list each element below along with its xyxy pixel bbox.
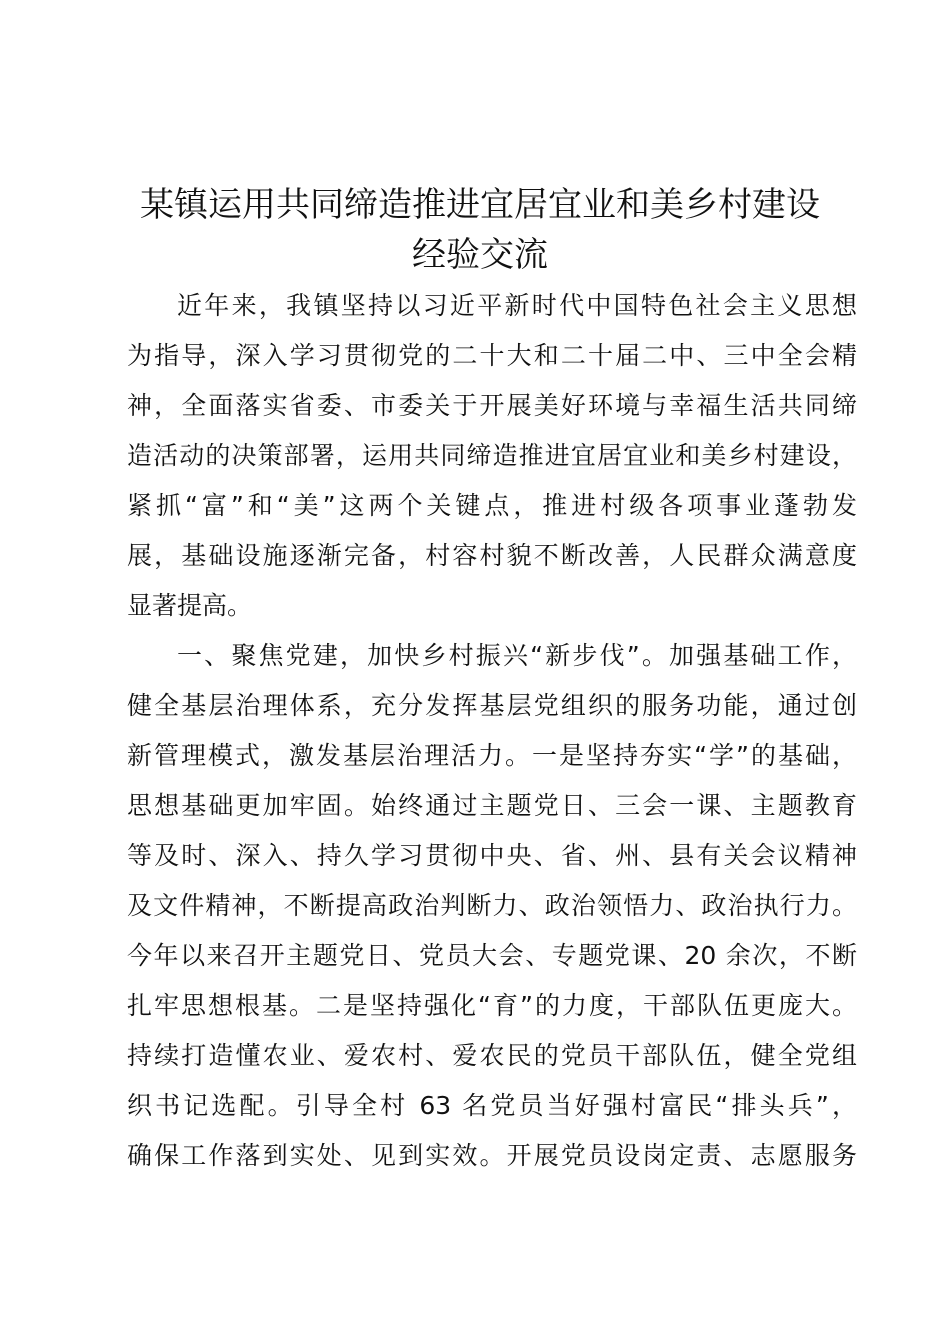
paragraph-line: 确保工作落到实处、见到实效。开展党员设岗定责、志愿服务 [127, 1141, 857, 1170]
paragraph-section-1 [127, 631, 857, 1181]
title-line-1: 某镇运用共同缔造推进宜居宜业和美乡村建设 [140, 185, 820, 225]
paragraph-line: 扎牢思想根基。二是坚持强化“育”的力度，干部队伍更庞大。 [127, 991, 857, 1020]
paragraph-line: 紧抓“富”和“美”这两个关键点，推进村级各项事业蓬勃发 [127, 491, 857, 520]
paragraph-line: 造活动的决策部署，运用共同缔造推进宜居宜业和美乡村建设， [127, 441, 857, 470]
paragraph-line: 健全基层治理体系，充分发挥基层党组织的服务功能，通过创 [127, 691, 857, 720]
paragraph-line: 展，基础设施逐渐完备，村容村貌不断改善，人民群众满意度 [127, 541, 857, 570]
paragraph-line: 神，全面落实省委、市委关于开展美好环境与幸福生活共同缔 [127, 391, 857, 420]
paragraph-line: 思想基础更加牢固。始终通过主题党日、三会一课、主题教育 [127, 791, 857, 820]
paragraph-line: 一、聚焦党建，加快乡村振兴“新步伐”。加强基础工作， [177, 641, 857, 670]
paragraph-line: 今年以来召开主题党日、党员大会、专题党课、20 余次，不断 [127, 941, 857, 970]
paragraph-line: 近年来，我镇坚持以习近平新时代中国特色社会主义思想 [177, 291, 857, 320]
title-line-2: 经验交流 [412, 235, 548, 275]
paragraph-line: 持续打造懂农业、爱农村、爱农民的党员干部队伍，健全党组 [127, 1041, 857, 1070]
paragraph-line: 等及时、深入、持久学习贯彻中央、省、州、县有关会议精神 [127, 841, 857, 870]
document-body [127, 281, 857, 1181]
paragraph-line: 织书记选配。引导全村 63 名党员当好强村富民“排头兵”， [127, 1091, 857, 1120]
paragraph-line: 新管理模式，激发基层治理活力。一是坚持夯实“学”的基础， [127, 741, 857, 770]
document-title [100, 180, 860, 280]
paragraph-line: 显著提高。 [127, 591, 253, 620]
paragraph-intro [127, 281, 857, 631]
paragraph-line: 及文件精神，不断提高政治判断力、政治领悟力、政治执行力。 [127, 891, 857, 920]
paragraph-line: 为指导，深入学习贯彻党的二十大和二十届二中、三中全会精 [127, 341, 857, 370]
